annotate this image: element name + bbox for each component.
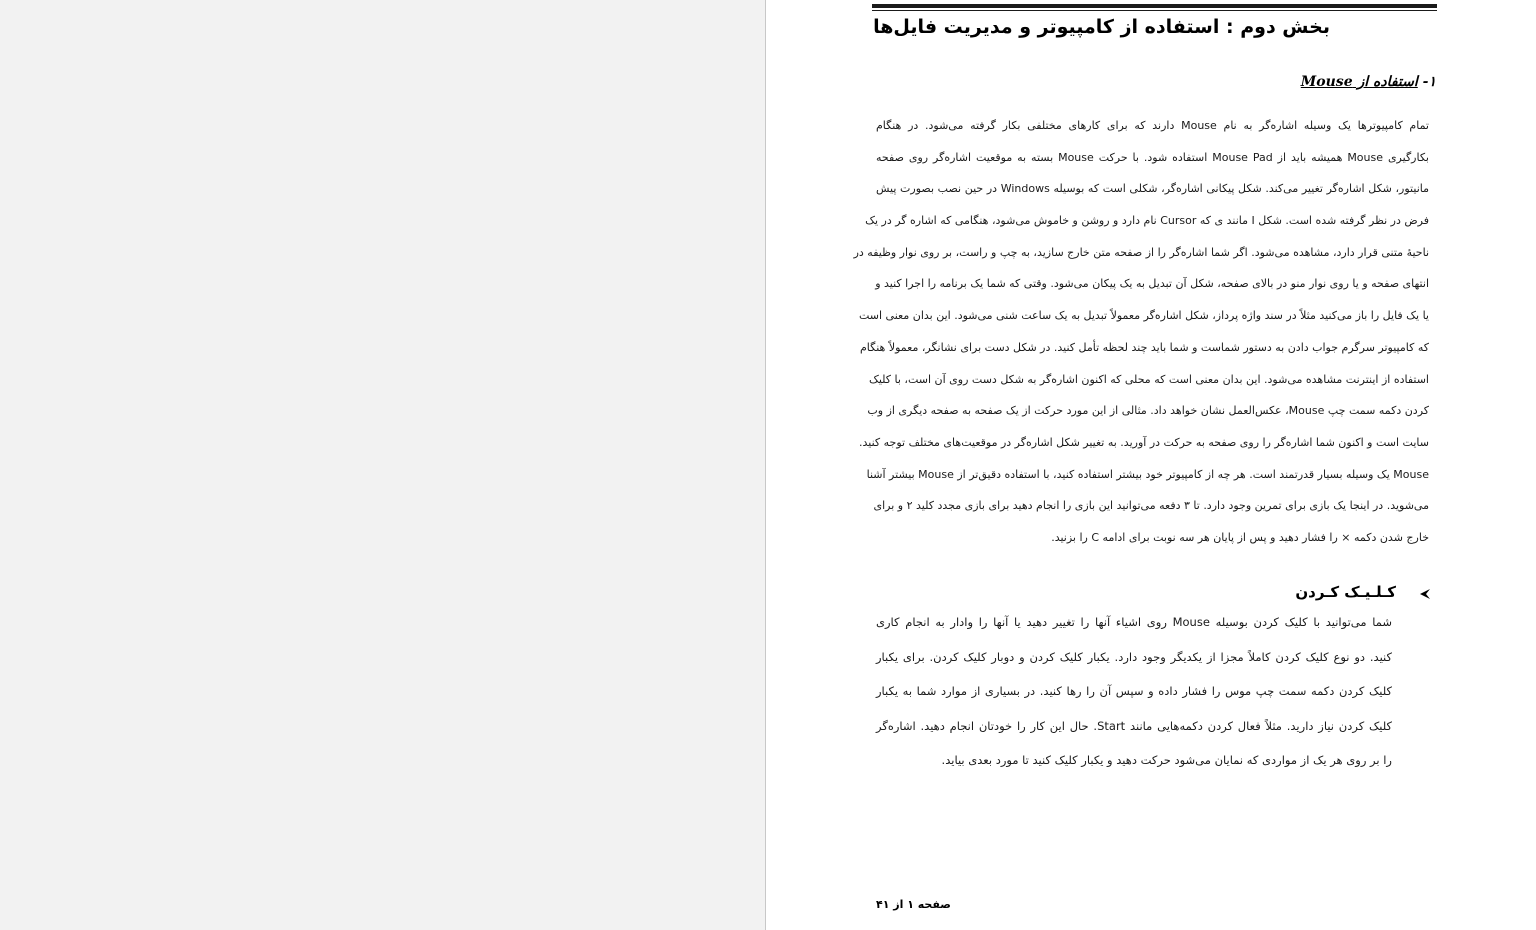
paragraph-line: انتهای صفحه و یا روی نوار منو در بالای صفحه، شکل آن تبدیل به یک پیکان می‌شود. وقتی که شما یک برنامه را اجرا کنید و [875, 277, 1429, 291]
paragraph-line: تمام کامپیوترها یک وسیله اشاره‌گر به نام Mouse دارند که برای کارهای مختلفی بکار گرفته می‌شود. در هنگام [876, 119, 1429, 132]
section-title-click [1295, 583, 1430, 601]
arrow-bullet-icon [1420, 586, 1430, 598]
paragraph-line: کنید. دو نوع کلیک کردن کاملاً مجزا از یکدیگر وجود دارد. یکبار کلیک کردن و دوبار کلیک کردن. برای یکبار [876, 649, 1392, 664]
section-title-text: کـلـیـک کـردن [1295, 583, 1396, 601]
page-heading: بخش دوم : استفاده از کامپیوتر و مدیریت فایل‌ها [873, 16, 1330, 38]
paragraph-line: یا یک فایل را باز می‌کنید مثلاً در سند واژه پرداز، شکل اشاره‌گر معمولاً تبدیل به یک ساعت شنی می‌شود. این بدان معنی است [858, 309, 1429, 323]
paragraph-line: خارج شدن دکمه × را فشار دهید و پس از پایان هر سه نوبت برای ادامه C را بزنید. [1051, 530, 1429, 544]
header-rule-thin [872, 10, 1437, 11]
subheading-number: ۱- [1422, 74, 1436, 90]
subheading-text: استفاده از Mouse [1300, 74, 1418, 90]
paragraph-line: کلیک کردن نیاز دارید. مثلاً فعال کردن دکمه‌هایی مانند Start. حال این کار را خودتان انجام دهید. اشاره‌گر [876, 718, 1392, 733]
paragraph-line: کردن دکمه سمت چپ Mouse، عکس‌العمل نشان خواهد داد. مثالی از این مورد حرکت از یک صفحه به صفحه دیگری از وب [867, 404, 1429, 418]
subheading [1301, 74, 1436, 90]
paragraph-line: Mouse یک وسیله بسیار قدرتمند است. هر چه از کامپیوتر خود بیشتر استفاده کنید، با استفاده دقیق‌تر از Mouse بیشتر آشنا [866, 467, 1429, 481]
paragraph-line: بکارگیری Mouse همیشه باید از Mouse Pad استفاده شود. با حرکت Mouse بسته به موقعیت اشاره‌گر روی صفحه [876, 150, 1429, 164]
paragraph-line: سایت است و اکنون شما اشاره‌گر را روی صفحه به حرکت در آورید. به تغییر شکل اشاره‌گر در موقعیت‌های مختلف توجه کنید. [859, 435, 1429, 449]
paragraph-line: ناحیهٔ متنی قرار دارد، مشاهده می‌شود. اگر شما اشاره‌گر را از صفحه متن خارج سازید، به چپ و راست، بر روی نوار وظیفه در [853, 245, 1429, 259]
paragraph-click [876, 612, 1392, 785]
paragraph-line: را بر روی هر یک از مواردی که نمایان می‌شود حرکت دهید و یکبار کلیک کنید تا مورد بعدی بیاید. [941, 753, 1392, 768]
paragraph-line: می‌شوید. در اینجا یک بازی برای تمرین وجود دارد. تا ۳ دفعه می‌توانید این بازی را انجام دهید برای بازی مجدد کلید ۲ و برای [873, 499, 1429, 513]
page-footer: صفحه ۱ از ۴۱ [876, 898, 951, 911]
paragraph-line: مانیتور، شکل اشاره‌گر تغییر می‌کند. شکل پیکانی اشاره‌گر، شکلی است که بوسیله Windows در حین نصب بصورت پیش [876, 182, 1429, 196]
paragraph-line: استفاده از اینترنت مشاهده می‌شود. این بدان معنی است که محلی که اکنون اشاره‌گر به شکل دست روی آن است، با کلیک [868, 372, 1429, 386]
blank-left-page [0, 0, 766, 930]
paragraph-mouse [853, 116, 1429, 560]
paragraph-line: شما می‌توانید با کلیک کردن بوسیله Mouse روی اشیاء آنها را تغییر دهید یا آنها را وادار به انجام کاری [876, 615, 1392, 629]
header-rule [872, 4, 1437, 8]
document-page [766, 0, 1536, 930]
paragraph-line: فرض در نظر گرفته شده است. شکل I مانند ی که Cursor نام دارد و روشن و خاموش می‌شود، هنگامی که اشاره گر در یک [865, 214, 1429, 228]
paragraph-line: که کامپیوتر سرگرم جواب دادن به دستور شماست و شما باید چند لحظه تأمل کنید. در شکل دست برای نشانگر، معمولاً هنگام [860, 340, 1429, 354]
paragraph-line: کلیک کردن دکمه سمت چپ موس را فشار داده و سپس آن را رها کنید. در بسیاری از موارد شما به یکبار [876, 684, 1392, 699]
